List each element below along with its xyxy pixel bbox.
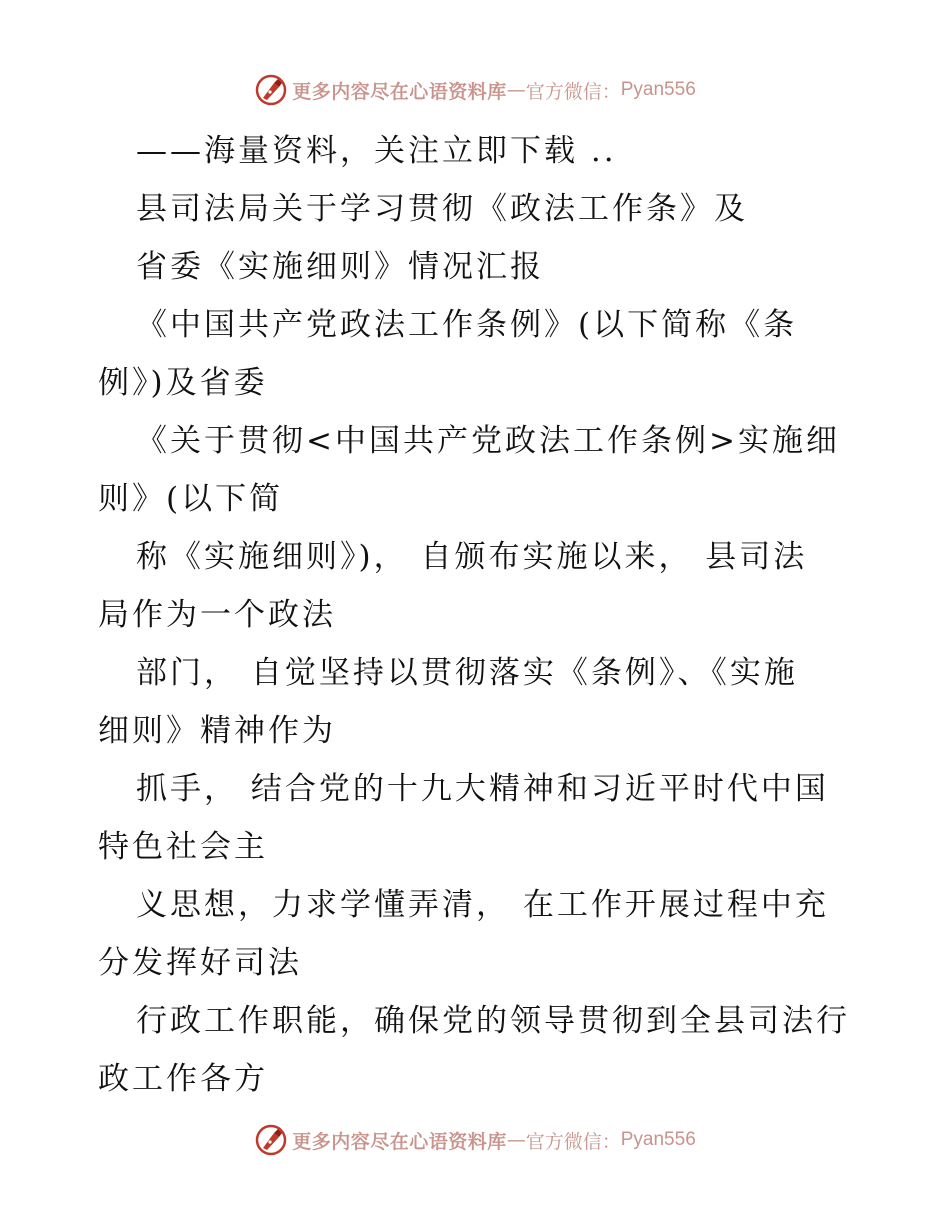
text-line: 省委《实施细则》情况汇报 <box>136 249 544 285</box>
text-line: 特色社会主 <box>98 829 268 865</box>
banner-wechat-id: Pyan556 <box>620 1129 696 1150</box>
text-line: 政工作各方 <box>98 1061 268 1097</box>
banner-wechat-label: 官方微信： <box>525 80 621 103</box>
banner-separator: — <box>506 79 526 101</box>
footer-banner <box>0 1120 950 1160</box>
header-banner <box>0 70 950 110</box>
text-line: 行政工作职能，确保党的领导贯彻到全县司法行 <box>136 1003 850 1039</box>
banner-text: 更多内容尽在心语资料库 <box>292 80 507 103</box>
text-line: 部门， 自觉坚持以贯彻落实《条例》、《实施 <box>136 655 798 691</box>
text-line: 分发挥好司法 <box>98 945 302 981</box>
text-line: 例》)及省委 <box>98 365 268 401</box>
banner-wechat-id: Pyan556 <box>620 79 696 100</box>
text-line: 《中国共产党政法工作条例》(以下简称《条 <box>136 307 798 343</box>
banner-wechat-label: 官方微信： <box>525 1130 621 1153</box>
text-line: 称《实施细则》)， 自颁布实施以来， 县司法 <box>136 539 808 575</box>
banner-separator: — <box>506 1129 526 1151</box>
text-line: 则》(以下简 <box>98 481 284 517</box>
document-body <box>98 122 898 1108</box>
text-line: 《关于贯彻<中国共产党政法工作条例>实施细 <box>136 423 840 459</box>
text-line: 局作为一个政法 <box>98 597 336 633</box>
pen-nib-logo-icon <box>254 1123 288 1157</box>
text-line: 义思想，力求学懂弄清， 在工作开展过程中充 <box>136 887 829 923</box>
text-line: 细则》精神作为 <box>98 713 336 749</box>
banner-text: 更多内容尽在心语资料库 <box>292 1130 507 1153</box>
text-line: 县司法局关于学习贯彻《政法工作条》及 <box>136 191 748 227</box>
pen-nib-logo-icon <box>254 73 288 107</box>
text-line: ——海量资料，关注立即下载 .. <box>136 133 617 169</box>
text-line: 抓手， 结合党的十九大精神和习近平时代中国 <box>136 771 829 807</box>
